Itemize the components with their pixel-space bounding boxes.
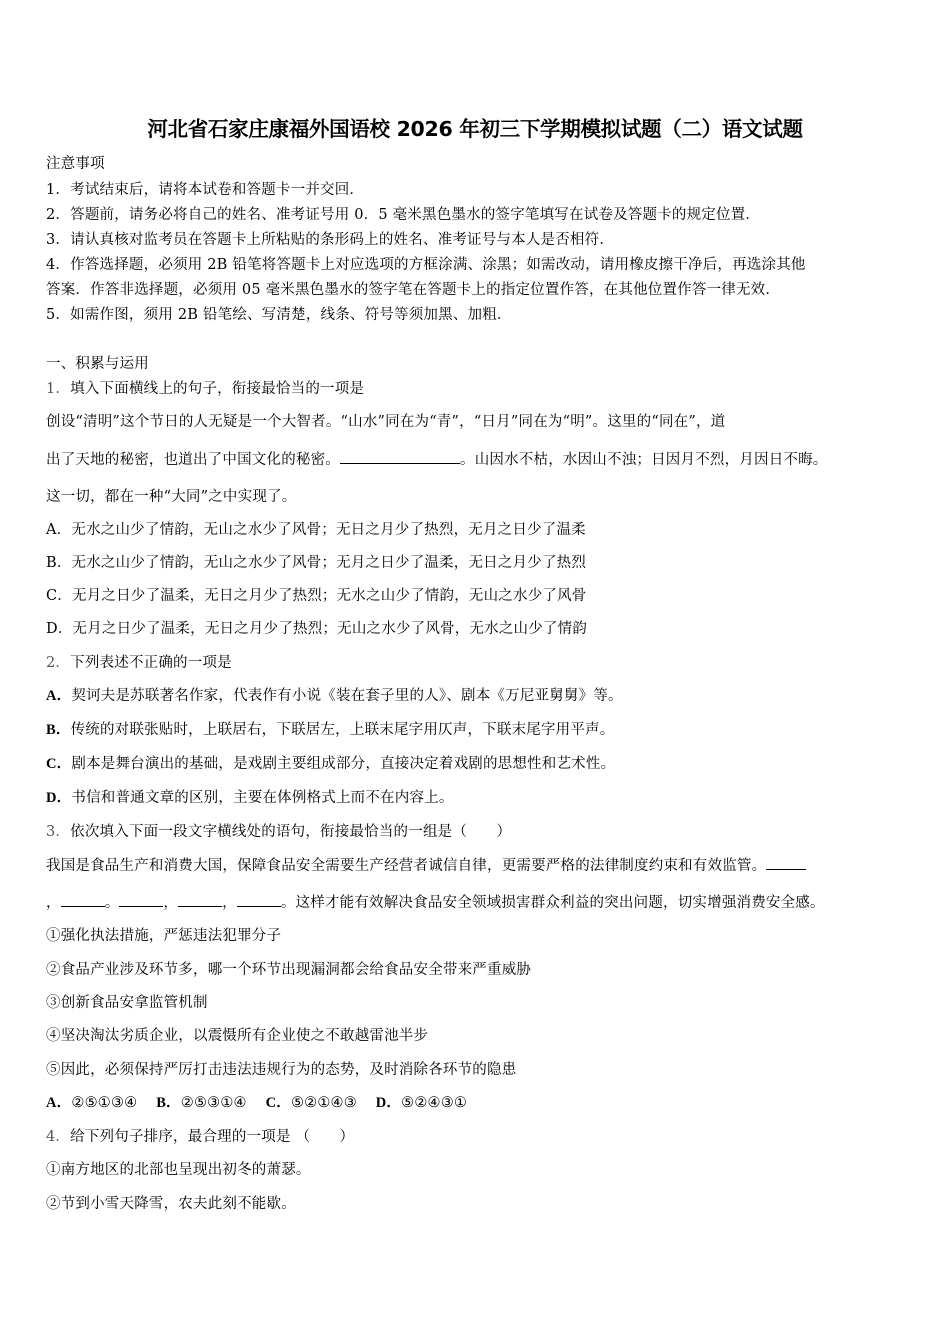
question-3-option-d[interactable]: D．⑤②④③① — [375, 1095, 468, 1111]
question-3-option-c[interactable]: C．⑤②①④③ — [265, 1095, 357, 1111]
answer-blank — [237, 892, 281, 907]
exam-title: 河北省石家庄康福外国语校 2026 年初三下学期模拟试题（二）语文试题 — [147, 117, 803, 141]
question-3-options — [46, 1091, 467, 1112]
question-3-sentence: ④坚决淘汰劣质企业，以震慑所有企业使之不敢越雷池半步 — [46, 1028, 429, 1044]
question-2-option-c[interactable]: C．剧本是舞台演出的基础，是戏剧主要组成部分，直接决定着戏剧的思想性和艺术性。 — [46, 756, 616, 772]
question-1-option-c[interactable]: C．无月之日少了温柔，无日之月少了热烈；无水之山少了情韵，无山之水少了风骨 — [46, 588, 587, 604]
question-1-option-d[interactable]: D．无月之日少了温柔，无日之月少了热烈；无山之水少了风骨，无水之山少了情韵 — [46, 621, 588, 637]
question-number: 4． — [46, 1129, 71, 1145]
question-4-sentence: ①南方地区的北部也呈现出初冬的萧瑟。 — [46, 1162, 311, 1178]
answer-blank — [340, 449, 460, 464]
question-number: 1． — [46, 381, 71, 397]
question-3-option-b[interactable]: B．②⑤③①④ — [156, 1095, 247, 1111]
question-3-option-a[interactable]: A．②⑤①③④ — [46, 1095, 138, 1111]
notice-item: 5．如需作图，须用 2B 铅笔绘、写清楚，线条、符号等须加黑、加粗． — [46, 307, 512, 323]
question-text: 下列表述不正确的一项是 — [70, 655, 232, 671]
answer-blank — [178, 892, 222, 907]
question-1-passage-line: 出了天地的秘密，也道出了中国文化的秘密。 。山因水不枯，水因山不浊；日因月不烈，月因日不晦。 — [46, 448, 828, 469]
answer-blank — [766, 855, 806, 870]
question-1-option-b[interactable]: B．无水之山少了情韵，无山之水少了风骨；无月之日少了温柔，无日之月少了热烈 — [46, 555, 587, 571]
question-1-passage-line: 这一切，都在一种“大同”之中实现了。 — [46, 489, 297, 505]
question-1-option-a[interactable]: A．无水之山少了情韵，无山之水少了风骨；无日之月少了热烈，无月之日少了温柔 — [46, 522, 586, 538]
question-2-option-a[interactable]: A．契诃夫是苏联著名作家，代表作有小说《装在套子里的人》、剧本《万尼亚舅舅》等。 — [46, 688, 623, 704]
answer-blank — [119, 892, 163, 907]
question-2-option-b[interactable]: B．传统的对联张贴时，上联居右，下联居左，上联末尾字用仄声，下联末尾字用平声。 — [46, 722, 615, 738]
question-3-passage-line: ， 。 ， ， 。这样才能有效解决食品安全领域损害群众利益的突出问题，切实增强消费安全感。 — [46, 891, 825, 912]
question-2-option-d[interactable]: D．书信和普通文章的区别，主要在体例格式上而不在内容上。 — [46, 790, 454, 806]
question-3-sentence: ①强化执法措施，严惩违法犯罪分子 — [46, 928, 282, 944]
notice-item: 4．作答选择题，必须用 2B 铅笔将答题卡上对应选项的方框涂满、涂黑；如需改动，请用橡皮擦干净后，再选涂其他 — [46, 257, 806, 273]
section-heading: 一、积累与运用 — [46, 356, 149, 372]
notice-item: 答案．作答非选择题，必须用 05 毫米黑色墨水的签字笔在答题卡上的指定位置作答，在其他位置作答一律无效． — [46, 282, 781, 298]
question-number: 3． — [46, 824, 71, 840]
question-3-sentence: ③创新食品安拿监管机制 — [46, 995, 208, 1011]
answer-blank — [61, 892, 105, 907]
notice-item: 2．答题前，请务必将自己的姓名、准考证号用 0．5 毫米黑色墨水的签字笔填写在试卷及答题卡的规定位置． — [46, 207, 761, 223]
question-3-passage-line: 我国是食品生产和消费大国，保障食品安全需要生产经营者诚信自律，更需要严格的法律制度约束和有效监管。 — [46, 854, 806, 875]
question-3-sentence: ⑤因此，必须保持严厉打击违法违规行为的态势，及时消除各环节的隐患 — [46, 1062, 517, 1078]
question-3-stem — [46, 820, 511, 841]
question-4-sentence: ②节到小雪天降雪，农夫此刻不能歇。 — [46, 1196, 296, 1212]
notice-item: 1．考试结束后，请将本试卷和答题卡一并交回． — [46, 182, 365, 198]
question-text: 给下列句子排序，最合理的一项是 （ ） — [70, 1129, 355, 1145]
question-1-passage-line: 创设“清明”这个节日的人无疑是一个大智者。“山水”同在为“青”，“日月”同在为“明”。这里的“同在”，道 — [46, 414, 726, 430]
question-4-stem — [46, 1125, 354, 1146]
notice-heading: 注意事项 — [46, 156, 105, 172]
question-2-stem — [46, 651, 232, 672]
question-3-sentence: ②食品产业涉及环节多，哪一个环节出现漏洞都会给食品安全带来严重威胁 — [46, 962, 532, 978]
question-text: 填入下面横线上的句子，衔接最恰当的一项是 — [70, 381, 365, 397]
question-1-stem — [46, 377, 364, 398]
question-number: 2． — [46, 655, 71, 671]
question-text: 依次填入下面一段文字横线处的语句，衔接最恰当的一组是（ ） — [70, 824, 512, 840]
notice-item: 3．请认真核对监考员在答题卡上所粘贴的条形码上的姓名、准考证号与本人是否相符． — [46, 232, 615, 248]
